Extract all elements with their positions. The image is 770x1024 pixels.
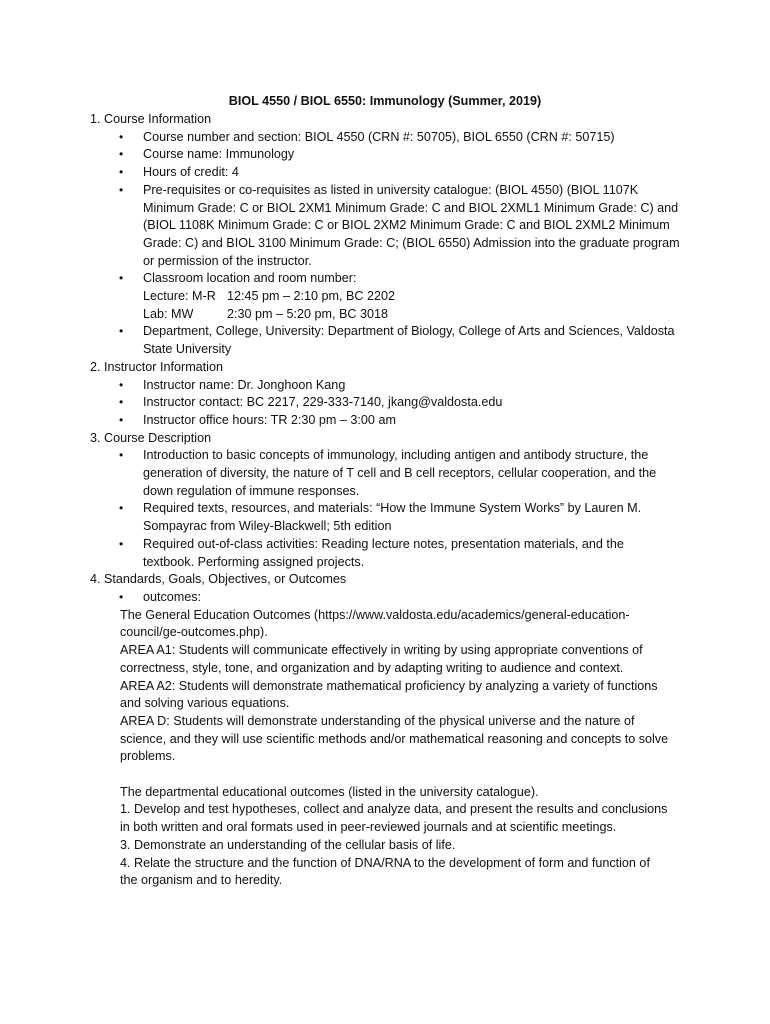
list-item — [119, 412, 690, 430]
ge-outcomes-line: and solving various equations. — [120, 696, 290, 711]
dept-outcomes-line: in both written and oral formats used in peer-reviewed journals and at scientific meetings. — [120, 820, 617, 835]
activities-line: textbook. Performing assigned projects. — [143, 554, 365, 569]
paragraph-spacer — [120, 766, 690, 784]
ge-outcomes-line: science, and they will use scientific methods and/or mathematical reasoning and concepts to solve — [120, 731, 669, 746]
ge-outcomes-line: AREA A1: Students will communicate effectively in writing by using appropriate conventions of — [120, 643, 643, 658]
texts-line: Required texts, resources, and materials: “How the Immune System Works” by Lauren M. — [143, 501, 642, 516]
bullet-icon: • — [119, 536, 124, 551]
list-item — [119, 270, 690, 323]
outcomes-label: outcomes: — [143, 589, 202, 604]
section-heading-course-info: 1. Course Information — [90, 112, 212, 126]
bullet-icon: • — [119, 395, 124, 410]
list-item — [119, 500, 690, 535]
bullet-icon: • — [119, 147, 124, 162]
bullet-icon: • — [119, 271, 124, 286]
lab-value: 2:30 pm – 5:20 pm, BC 3018 — [227, 306, 389, 321]
description-list — [90, 447, 690, 571]
section-heading-instructor-info: 2. Instructor Information — [90, 359, 223, 374]
dept-outcomes-line: 1. Develop and test hypotheses, collect and analyze data, and present the results and conclusions — [120, 802, 668, 817]
prereq-line: Grade: C) and BIOL 3100 Minimum Grade: C; (BIOL 6550) Admission into the graduate program — [143, 235, 680, 250]
course-number-section: Course number and section: BIOL 4550 (CRN #: 50705), BIOL 6550 (CRN #: 50715) — [143, 129, 615, 144]
list-item — [119, 589, 690, 607]
section-heading-description: 3. Course Description — [90, 430, 212, 445]
course-name: Course name: Immunology — [143, 147, 295, 162]
lab-schedule — [143, 306, 690, 324]
bullet-icon: • — [119, 377, 124, 392]
bullet-icon: • — [119, 165, 124, 180]
instructor-info-list — [90, 377, 690, 430]
document-title: BIOL 4550 / BIOL 6550: Immunology (Summer, 2019) — [228, 94, 542, 108]
prereq-line: Minimum Grade: C or BIOL 2XM1 Minimum Grade: C and BIOL 2XML1 Minimum Grade: C) and — [143, 200, 679, 215]
bullet-icon: • — [119, 501, 124, 516]
bullet-icon: • — [119, 448, 124, 463]
prereq-line: (BIOL 1108K Minimum Grade: C or BIOL 2XM2 Minimum Grade: C and BIOL 2XML2 Minimum — [143, 218, 670, 233]
bullet-icon: • — [119, 182, 124, 197]
instructor-name: Instructor name: Dr. Jonghoon Kang — [143, 377, 346, 392]
prereq-line: or permission of the instructor. — [143, 253, 312, 268]
lecture-schedule — [143, 288, 690, 306]
bullet-icon: • — [119, 589, 124, 604]
dept-outcomes-line: 4. Relate the structure and the function of DNA/RNA to the development of form and function of — [120, 855, 650, 870]
standards-list — [90, 589, 690, 607]
ge-outcomes-line: AREA D: Students will demonstrate understanding of the physical universe and the nature of — [120, 713, 635, 728]
course-info-list — [90, 129, 690, 359]
lecture-value: 12:45 pm – 2:10 pm, BC 2202 — [227, 289, 396, 304]
department-line: State University — [143, 342, 232, 357]
ge-outcomes-line: council/ge-outcomes.php). — [120, 625, 268, 640]
department-line: Department, College, University: Department of Biology, College of Arts and Sciences, Valdosta — [143, 324, 675, 339]
list-item — [119, 394, 690, 412]
course-credit: Hours of credit: 4 — [143, 165, 239, 180]
instructor-office-hours: Instructor office hours: TR 2:30 pm – 3:00 am — [143, 412, 396, 427]
classroom-label: Classroom location and room number: — [143, 271, 357, 286]
lab-label: Lab: MW — [143, 306, 194, 321]
description-line: down regulation of immune responses. — [143, 483, 360, 498]
texts-line: Sompayrac from Wiley-Blackwell; 5th edition — [143, 519, 392, 534]
dept-outcomes-line: the organism and to heredity. — [120, 873, 283, 888]
section-heading-standards: 4. Standards, Goals, Objectives, or Outcomes — [90, 572, 347, 587]
instructor-contact: Instructor contact: BC 2217, 229-333-7140, jkang@valdosta.edu — [143, 395, 503, 410]
ge-outcomes-line: AREA A2: Students will demonstrate mathematical proficiency by analyzing a variety of functions — [120, 678, 658, 693]
bullet-icon: • — [119, 129, 124, 144]
description-line: generation of diversity, the nature of T cell and B cell receptors, cellular cooperation, and the — [143, 466, 657, 481]
list-item — [119, 377, 690, 395]
dept-outcomes-line: 3. Demonstrate an understanding of the cellular basis of life. — [120, 837, 456, 852]
list-item — [119, 182, 690, 271]
document-body — [90, 111, 690, 890]
activities-line: Required out-of-class activities: Reading lecture notes, presentation materials, and the — [143, 536, 624, 551]
list-item — [119, 323, 690, 358]
ge-outcomes-line: problems. — [120, 749, 176, 764]
dept-outcomes-line: The departmental educational outcomes (listed in the university catalogue). — [120, 784, 539, 799]
list-item — [119, 129, 690, 147]
description-line: Introduction to basic concepts of immunology, including antigen and antibody structure, the — [143, 448, 649, 463]
lecture-label: Lecture: M-R — [143, 289, 216, 304]
ge-outcomes-line: correctness, style, tone, and organization and by adapting writing to audience and context. — [120, 660, 624, 675]
list-item — [119, 146, 690, 164]
bullet-icon: • — [119, 412, 124, 427]
list-item — [119, 536, 690, 571]
prereq-line: Pre-requisites or co-requisites as listed in university catalogue: (BIOL 4550) (BIOL 1107K — [143, 182, 639, 197]
outcomes-block — [90, 607, 690, 890]
bullet-icon: • — [119, 324, 124, 339]
ge-outcomes-line: The General Education Outcomes (https://www.valdosta.edu/academics/general-education- — [120, 607, 630, 622]
list-item — [119, 164, 690, 182]
list-item — [119, 447, 690, 500]
